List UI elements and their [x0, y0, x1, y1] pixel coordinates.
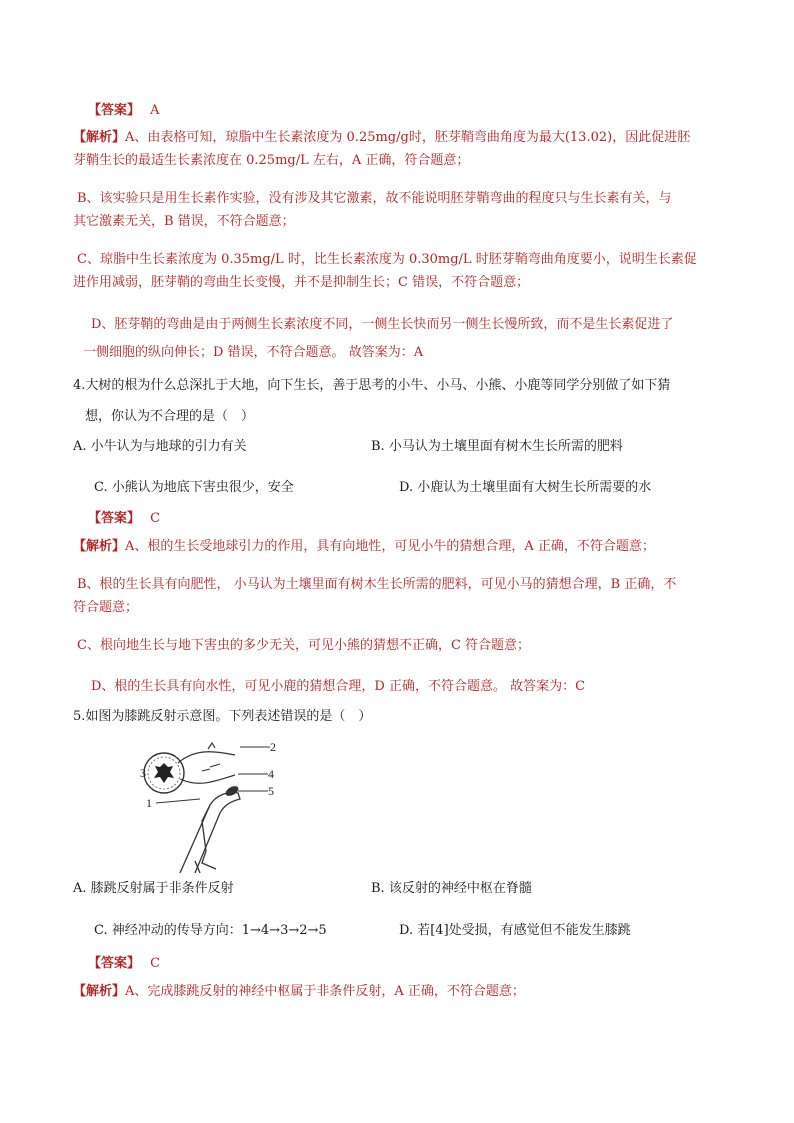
q5-stem-1: 5.如图为膝跳反射示意图。下列表述错误的是（ ） [73, 709, 372, 724]
q4-analysis-c-1: C、根向地生长与地下害虫的多少无关，可见小熊的猜想不正确，C 符合题意； [77, 638, 531, 653]
q3-answer-line [88, 103, 160, 119]
q4-analysis-a-1 [73, 539, 655, 555]
label-2: 2 [270, 740, 276, 754]
q5-option-a: A. 膝跳反射属于非条件反射 [73, 881, 234, 896]
nerve-arrow [208, 743, 215, 749]
label-1: 1 [146, 796, 152, 810]
q3-analysis-b-1: B、该实验只是用生长素作实验，没有涉及其它激素，故不能说明胚芽鞘弯曲的程度只与生长素有关，与 [77, 191, 672, 206]
answer-value: C [150, 511, 161, 526]
analysis-text: A、由表格可知，琼脂中生长素浓度为 0.25mg/g时，胚芽鞘弯曲角度为最大(13.02)，因此促进胚 [125, 130, 691, 145]
label-3: 3 [140, 766, 146, 780]
analysis-tag: 【解析】 [73, 539, 126, 554]
q3-analysis-a-1 [73, 130, 690, 146]
q4-stem-1: 4.大树的根为什么总深扎于大地，向下生长，善于思考的小牛、小马、小熊、小鹿等同学分别做了如下猜 [73, 378, 671, 393]
q4-analysis-d-1: D、根的生长具有向水性，可见小鹿的猜想合理，D 正确，不符合题意。 故答案为：C [91, 679, 586, 694]
q5-option-d: D. 若[4]处受损，有感觉但不能发生膝跳 [399, 923, 631, 938]
q4-analysis-b-2: 符合题意； [73, 600, 139, 615]
q5-option-c: C. 神经冲动的传导方向：1→4→3→2→5 [94, 923, 327, 938]
q3-analysis-c-1: C、琼脂中生长素浓度为 0.35mg/L 时，比生长素浓度为 0.30mg/L 时胚芽鞘弯曲角度要小，说明生长素促 [77, 252, 697, 267]
q3-analysis-d-2: 一侧细胞的纵向伸长；D 错误，不符合题意。 故答案为：A [83, 345, 424, 360]
analysis-tag: 【解析】 [73, 130, 126, 145]
thigh-outline [180, 793, 240, 874]
analysis-text: A、完成膝跳反射的神经中枢属于非条件反射，A 正确，不符合题意； [125, 984, 525, 999]
q4-option-d: D. 小鹿认为土壤里面有大树生长所需要的水 [399, 480, 652, 495]
q4-option-c: C. 小熊认为地底下害虫很少，安全 [94, 480, 294, 495]
q5-answer-line [88, 956, 160, 972]
label-5: 5 [268, 784, 274, 798]
nerve-arrows [202, 764, 220, 771]
muscle [224, 784, 240, 798]
q3-analysis-c-2: 进作用减弱，胚芽鞘的弯曲生长变慢，并不是抑制生长；C 错误，不符合题意； [73, 275, 530, 290]
q3-analysis-b-2: 其它激素无关，B 错误，不符合题意； [73, 214, 295, 229]
lower-leg-outline [202, 805, 216, 869]
q3-analysis-d-1: D、胚芽鞘的弯曲是由于两侧生长素浓度不同，一侧生长快而另一侧生长慢所致，而不是生长素促进了 [91, 317, 674, 332]
answer-value: A [150, 103, 160, 118]
analysis-text: A、根的生长受地球引力的作用，具有向地性，可见小牛的猜想合理，A 正确，不符合题意； [125, 539, 655, 554]
answer-value: C [150, 956, 161, 971]
q3-analysis-a-2: 芽鞘生长的最适生长素浓度在 0.25mg/L 左右，A 正确，符合题意； [73, 153, 470, 168]
afferent-nerve [180, 775, 235, 783]
q4-option-a: A. 小牛认为与地球的引力有关 [73, 439, 247, 454]
efferent-nerve [178, 752, 235, 763]
q5-analysis-a-1 [73, 984, 525, 1000]
answer-tag: 【答案】 [88, 511, 141, 526]
answer-tag: 【答案】 [88, 103, 141, 118]
analysis-tag: 【解析】 [73, 984, 126, 999]
knee-jerk-reflex-figure [140, 733, 280, 873]
label-line-1 [156, 799, 200, 803]
q4-stem-2: 想，你认为不合理的是（ ） [85, 409, 255, 424]
gray-matter [154, 763, 174, 783]
q5-option-b: B. 该反射的神经中枢在脊髓 [371, 881, 532, 896]
q4-option-b: B. 小马认为土壤里面有树木生长所需的肥料 [371, 439, 623, 454]
answer-tag: 【答案】 [88, 956, 141, 971]
q4-answer-line [88, 511, 160, 527]
q4-analysis-b-1: B、根的生长具有向肥性， 小马认为土壤里面有树木生长所需的肥料，可见小马的猜想合理，B 正确，不 [77, 577, 677, 592]
label-4: 4 [268, 767, 274, 781]
